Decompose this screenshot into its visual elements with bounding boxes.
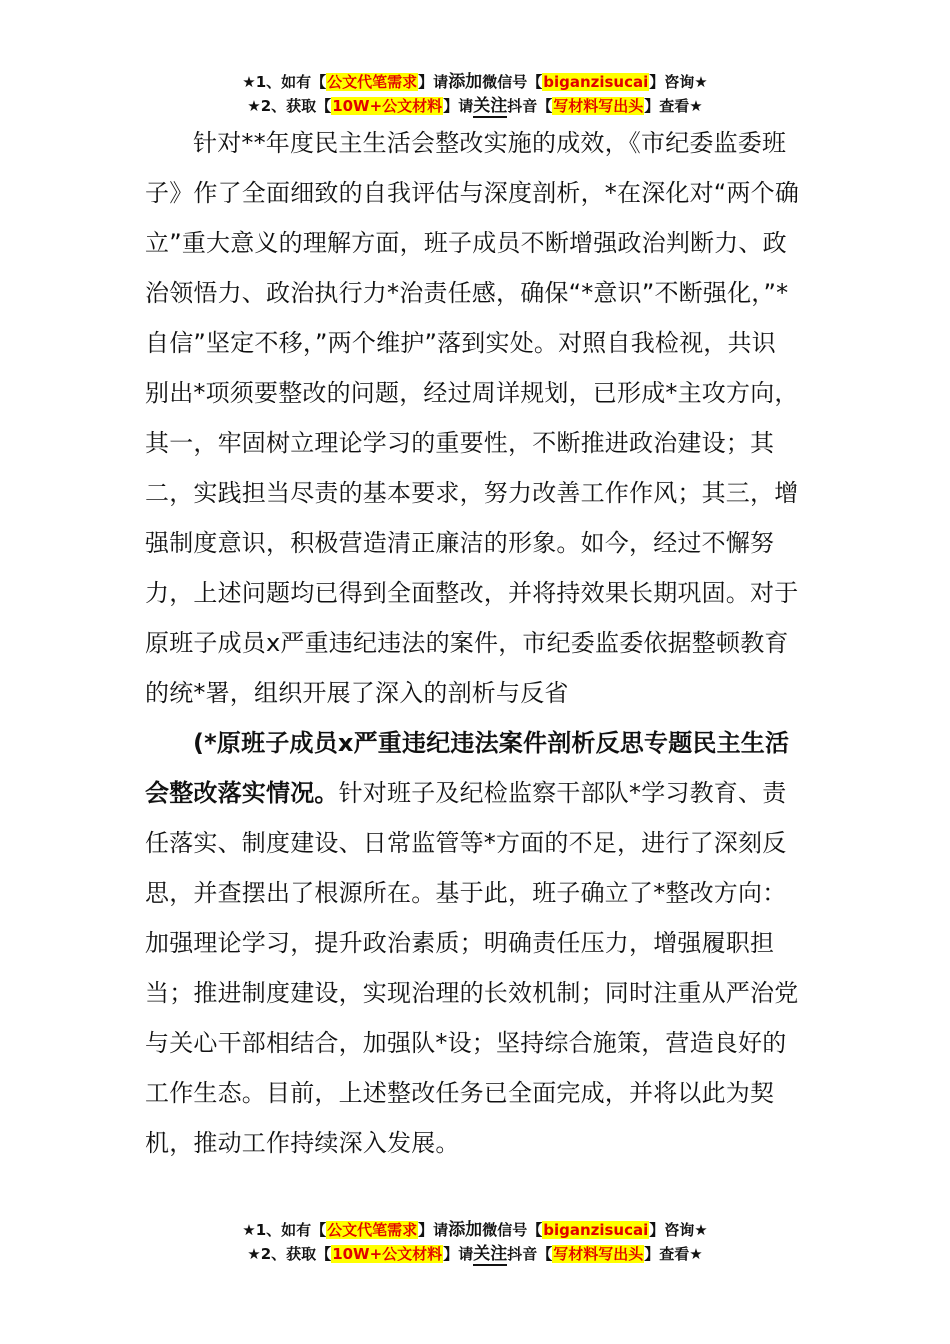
- materials-highlight: 10W+公文材料: [332, 97, 443, 115]
- wechat-id-highlight: biganzisucai: [543, 73, 649, 91]
- banner-line-2: [0, 94, 950, 118]
- footer-line-2-mid1: 】请: [443, 1245, 474, 1263]
- footer-line-2-underline: 关注: [473, 1244, 508, 1264]
- banner-line-1-emphasis: 添加: [448, 72, 483, 92]
- footer-line-1-mid2: 微信号【: [482, 1221, 543, 1239]
- footer-line-2-mid2: 抖音【: [507, 1245, 553, 1263]
- footer-line-2-suffix: 】查看★: [644, 1245, 703, 1263]
- banner-line-2-underline: 关注: [473, 96, 508, 116]
- footer-wechat-id-highlight: biganzisucai: [543, 1221, 649, 1239]
- footer-materials-highlight: 10W+公文材料: [332, 1245, 443, 1263]
- banner-line-2-mid1: 】请: [443, 97, 474, 115]
- banner-line-2-prefix: ★2、获取【: [247, 97, 332, 115]
- paragraph-2: [145, 718, 800, 1168]
- banner-line-1-prefix: ★1、如有【: [242, 73, 327, 91]
- footer-banner: [0, 1218, 950, 1266]
- service-highlight: 公文代笔需求: [327, 73, 418, 91]
- footer-line-2-prefix: ★2、获取【: [247, 1245, 332, 1263]
- footer-banner-line-1: [0, 1218, 950, 1242]
- banner-line-1-mid1: 】请: [418, 73, 449, 91]
- footer-line-1-suffix: 】咨询★: [649, 1221, 708, 1239]
- douyin-account-highlight: 写材料写出头: [553, 97, 644, 115]
- footer-line-1-emphasis: 添加: [448, 1220, 483, 1240]
- banner-line-2-mid2: 抖音【: [507, 97, 553, 115]
- banner-line-1-suffix: 】咨询★: [649, 73, 708, 91]
- banner-line-1-mid2: 微信号【: [482, 73, 543, 91]
- banner-line-2-suffix: 】查看★: [644, 97, 703, 115]
- document-body: [145, 118, 800, 1168]
- paragraph-2-heading: (*原班子成员x严重违纪违法案件剖析反思专题民主生活会整改落实情况。: [145, 729, 790, 807]
- footer-line-1-mid1: 】请: [418, 1221, 449, 1239]
- paragraph-1: 针对**年度民主生活会整改实施的成效，《市纪委监委班子》作了全面细致的自我评估与深度剖析，*在深化对“两个确立”重大意义的理解方面，班子成员不断增强政治判断力、政治领悟力、政治执行力*治责任感，确保“*意识”不断强化，”*自信”坚定不移，”两个维护”落到实处。对照自我检视，共识别出*项须要整改的问题，经过周详规划，已形成*主攻方向，其一，牢固树立理论学习的重要性，不断推进政治建设；其二，实践担当尽责的基本要求，努力改善工作作风；其三，增强制度意识，积极营造清正廉洁的形象。如今，经过不懈努力，上述问题均已得到全面整改，并将持效果长期巩固。对于原班子成员x严重违纪违法的案件，市纪委监委依据整顿教育的统*署，组织开展了深入的剖析与反省: [145, 129, 800, 707]
- footer-banner-line-2: [0, 1242, 950, 1266]
- banner-line-1: [0, 70, 950, 94]
- footer-service-highlight: 公文代笔需求: [327, 1221, 418, 1239]
- paragraph-2-body: 针对班子及纪检监察干部队*学习教育、责任落实、制度建设、日常监管等*方面的不足，进行了深刻反思，并查摆出了根源所在。基于此，班子确立了*整改方向：加强理论学习，提升政治素质；明确责任压力，增强履职担当；推进制度建设，实现治理的长效机制；同时注重从严治党与关心干部相结合，加强队*设；坚持综合施策，营造良好的工作生态。目前，上述整改任务已全面完成，并将以此为契机，推动工作持续深入发展。: [145, 779, 799, 1157]
- footer-douyin-account-highlight: 写材料写出头: [553, 1245, 644, 1263]
- header-banner: [0, 70, 950, 118]
- footer-line-1-prefix: ★1、如有【: [242, 1221, 327, 1239]
